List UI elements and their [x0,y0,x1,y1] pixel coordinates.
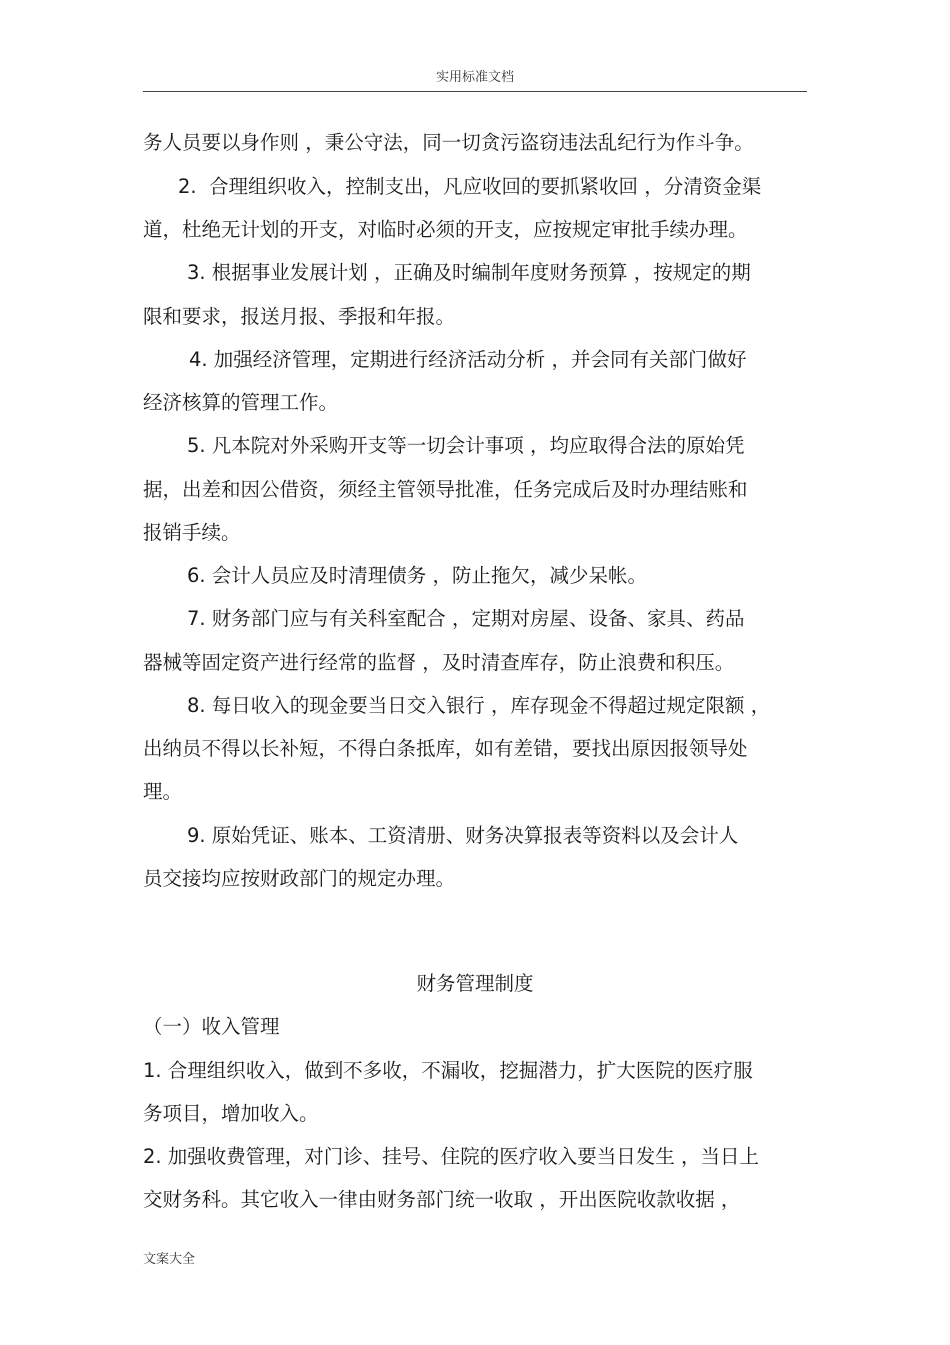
paragraph-line: 道，杜绝无计划的开支，对临时必须的开支，应按规定审批手续办理。 [143,218,748,241]
paragraph-line: 经济核算的管理工作。 [143,391,339,414]
paragraph-line: 务人员要以身作则 ，秉公守法，同一切贪污盗窃违法乱纪行为作斗争。 [143,131,754,154]
page-header: 实用标准文档 [435,70,514,85]
paragraph-line: 员交接均应按财政部门的规定办理。 [143,867,456,890]
paragraph-line: 1. 合理组织收入，做到不多收，不漏收，挖掘潜力，扩大医院的医疗服 [143,1059,753,1082]
paragraph-line: 2. 加强收费管理，对门诊、挂号、住院的医疗收入要当日发生 ，当日上 [143,1145,760,1168]
paragraph-line: 限和要求，报送月报、季报和年报。 [143,305,456,328]
paragraph-line: 5. 凡本院对外采购开支等一切会计事项 ，均应取得合法的原始凭 [187,434,745,457]
paragraph-line: 2. 合理组织收入，控制支出，凡应收回的要抓紧收回 ，分清资金渠 [178,175,762,198]
paragraph-line: 8. 每日收入的现金要当日交入银行 ，库存现金不得超过规定限额 ， [187,694,771,717]
paragraph-line: 3. 根据事业发展计划 ，正确及时编制年度财务预算 ，按规定的期 [187,261,751,284]
paragraph-line: 6. 会计人员应及时清理债务 ，防止拖欠，减少呆帐。 [187,564,648,587]
paragraph-line: 务项目，增加收入。 [143,1102,319,1125]
subsection-title: （一）收入管理 [143,1015,280,1038]
section-heading: 财务管理制度 [416,972,534,995]
paragraph-line: 9. 原始凭证、账本、工资清册、财务决算报表等资料以及会计人 [187,824,739,847]
header-rule [143,91,807,92]
paragraph-line: 报销手续。 [143,521,241,544]
page-footer: 文案大全 [143,1252,196,1267]
paragraph-line: 4. 加强经济管理，定期进行经济活动分析 ，并会同有关部门做好 [189,348,747,371]
paragraph-line: 出纳员不得以长补短，不得白条抵库，如有差错，要找出原因报领导处 [143,737,748,760]
paragraph-line: 器械等固定资产进行经常的监督 ，及时清查库存，防止浪费和积压。 [143,651,735,674]
paragraph-line: 理。 [143,780,183,803]
paragraph-line: 交财务科。其它收入一律由财务部门统一收取 ，开出医院收款收据 ， [143,1188,741,1211]
paragraph-line: 据，出差和因公借资，须经主管领导批准，任务完成后及时办理结账和 [143,478,748,501]
paragraph-line: 7. 财务部门应与有关科室配合 ，定期对房屋、设备、家具、药品 [187,607,745,630]
